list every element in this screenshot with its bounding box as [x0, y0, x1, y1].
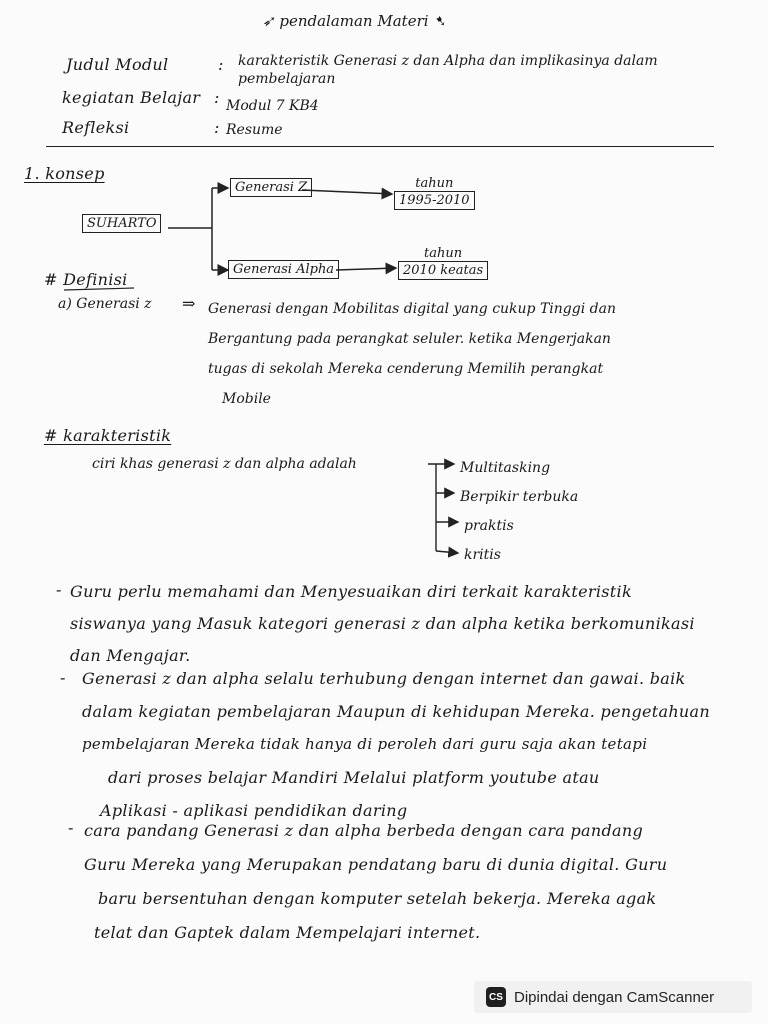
bullet-marker: - — [56, 580, 62, 599]
year-range: 1995-2010 — [394, 191, 475, 210]
text-line: Mobile — [222, 391, 271, 407]
karakteristik-list — [460, 454, 578, 570]
colon: : — [214, 118, 220, 137]
text-line: Generasi z dan alpha selalu terhubung dengan internet dan gawai. baik — [82, 669, 686, 688]
value-kegiatan-belajar: Modul 7 KB4 — [226, 98, 319, 114]
bullet-paragraph-3 — [84, 814, 667, 950]
concept-branch-gen-alpha: Generasi Alpha — [228, 260, 339, 279]
text-line: Aplikasi - aplikasi pendidikan daring — [100, 801, 408, 820]
bullet-marker: - — [68, 818, 74, 837]
concept-year-gen-z — [394, 176, 475, 210]
year-label: tahun — [424, 246, 463, 261]
text-line: cara pandang Generasi z dan alpha berbeda dengan cara pandang — [84, 821, 644, 840]
colon: : — [218, 55, 224, 74]
text-line: siswanya yang Masuk kategori generasi z dan alpha ketika berkomunikasi — [70, 614, 695, 633]
list-item: kritis — [464, 547, 501, 563]
text-line: Generasi dengan Mobilitas digital yang cukup Tinggi dan — [208, 301, 616, 317]
camscanner-logo-icon: CS — [486, 987, 506, 1007]
text-line: tugas di sekolah Mereka cenderung Memilih perangkat — [208, 361, 604, 377]
colon: : — [214, 88, 220, 107]
label-kegiatan-belajar: kegiatan Belajar — [62, 88, 201, 107]
definisi-arrow-icon: ⇒ — [182, 294, 196, 313]
karakteristik-heading-text: # karakteristik — [44, 426, 172, 445]
year-label: tahun — [415, 176, 454, 191]
camscanner-watermark — [474, 981, 752, 1013]
definisi-marker: a) Generasi z — [58, 296, 152, 312]
page-title: pendalaman Materi — [279, 12, 429, 30]
list-item: Multitasking — [460, 460, 551, 476]
value-judul-modul: karakteristik Generasi z dan Alpha dan implikasinya dalam pembelajaran — [238, 53, 658, 87]
text-line: dalam kegiatan pembelajaran Maupun di kehidupan Mereka. pengetahuan — [82, 702, 710, 721]
value-refleksi: Resume — [226, 122, 283, 138]
label-refleksi: Refleksi — [62, 118, 130, 137]
text-line: pembelajaran Mereka tidak hanya di peroleh dari guru saja akan tetapi — [82, 735, 648, 753]
text-line: dari proses belajar Mandiri Melalui platform youtube atau — [108, 768, 600, 787]
text-line: Guru perlu memahami dan Menyesuaikan diri terkait karakteristik — [70, 582, 632, 601]
text-line: Guru Mereka yang Merupakan pendatang baru di dunia digital. Guru — [84, 855, 668, 874]
concept-branch-gen-z: Generasi Z — [230, 178, 312, 197]
list-item: Berpikir terbuka — [460, 489, 579, 505]
list-item: praktis — [464, 518, 514, 534]
label-judul-modul: Judul Modul — [66, 55, 169, 74]
concept-root-box: SUHARTO — [82, 214, 161, 233]
konsep-heading: 1. konsep — [24, 164, 105, 183]
karakteristik-heading — [44, 426, 171, 445]
header-divider — [46, 146, 714, 147]
bullet-paragraph-2 — [82, 662, 710, 827]
text-line: Bergantung pada perangkat seluler. ketika Mengerjakan — [208, 331, 611, 347]
flourish-right-icon: ➷ — [428, 12, 446, 30]
camscanner-text: Dipindai dengan CamScanner — [514, 988, 715, 1006]
karakteristik-intro: ciri khas generasi z dan alpha adalah — [92, 456, 357, 472]
flourish-left-icon: ➶ — [262, 12, 280, 30]
concept-year-gen-alpha — [398, 246, 488, 280]
bullet-marker: - — [60, 668, 66, 687]
text-line: telat dan Gaptek dalam Mempelajari internet. — [94, 923, 481, 942]
page-title-row — [262, 12, 446, 30]
bullet-paragraph-1 — [70, 576, 695, 672]
text-line: baru bersentuhan dengan komputer setelah bekerja. Mereka agak — [98, 889, 657, 908]
year-range: 2010 keatas — [398, 261, 488, 280]
text-line: dan Mengajar. — [70, 646, 191, 665]
definisi-heading: # Definisi — [44, 270, 128, 289]
definisi-text — [208, 294, 616, 414]
